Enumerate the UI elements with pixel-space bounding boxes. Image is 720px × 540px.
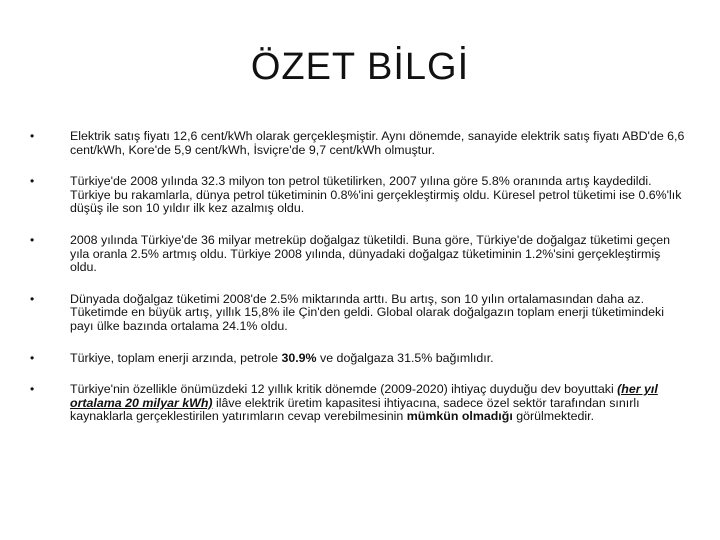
bullet-item-electricity-price xyxy=(30,130,690,157)
bullet-text-pre: Türkiye, toplam enerji arzında, petrole xyxy=(70,350,282,365)
bullet-text-post: görülmektedir. xyxy=(512,409,595,424)
bullet-item-oil-consumption xyxy=(30,175,690,216)
bullet-text-bold: 30.9% xyxy=(281,350,317,365)
bullet-icon: • xyxy=(30,291,35,306)
bullet-list xyxy=(30,130,690,442)
bullet-item-energy-dependency xyxy=(30,352,690,366)
bullet-text: 2008 yılında Türkiye'de 36 milyar metreküp doğalgaz tüketildi. Buna göre, Türkiye'de doğalgaz tüketimi geçen yıla oranla 2.5% artmış oldu. Türkiye 2008 yılında, dünyadaki doğalgaz tüketiminin 1.2%'sini gerçekleştirmiş oldu. xyxy=(70,232,671,275)
bullet-item-gas-turkey xyxy=(30,234,690,275)
bullet-text-pre: Türkiye'nin özellikle önümüzdeki 12 yıllık kritik dönemde (2009-2020) ihtiyaç duyduğu dev boyuttaki xyxy=(70,382,618,397)
bullet-icon: • xyxy=(30,232,35,247)
bullet-text: Türkiye'de 2008 yılında 32.3 milyon ton petrol tüketilirken, 2007 yılına göre 5.8% oranında artış kaydedildi. Türkiye bu rakamlarla, dünya petrol tüketiminin 0.8%'ini gerçekleştirmiş oldu. Küresel petrol tüketimi ise 0.6%'lık düşüş ile son 10 yıldır ilk kez azalmış oldu. xyxy=(70,174,682,216)
bullet-text-bold: mümkün olmadığı xyxy=(406,409,513,424)
bullet-icon: • xyxy=(30,174,35,189)
bullet-text: Dünyada doğalgaz tüketimi 2008'de 2.5% miktarında arttı. Bu artış, son 10 yılın ortalamasından daha az. Tüketimde en büyük artış, yıllık 15,8% ile Çin'den geldi. Global olarak doğalgazın toplam enerji tüketimindeki payı ülke bazında ortalama 24.1% oldu. xyxy=(70,291,664,333)
bullet-text xyxy=(70,383,690,424)
bullet-icon: • xyxy=(30,382,35,397)
bullet-text: Elektrik satış fiyatı 12,6 cent/kWh olarak gerçekleşmiştir. Aynı dönemde, sanayide elektrik satış fiyatı ABD'de 6,6 cent/kWh, Kore'de 5,9 cent/kWh, İsviçre'de 9,7 cent/kWh olmuştur. xyxy=(70,129,685,157)
bullet-text-mid: ilâve elektrik üretim kapasitesi ihtiyacına, sadece özel sektör tarafından sınırlı kaynaklarla gerçeklestirilen yatırımların cevap verebilmesinin xyxy=(70,395,640,424)
bullet-item-capacity-need xyxy=(30,383,690,424)
bullet-item-gas-world xyxy=(30,293,690,334)
bullet-icon: • xyxy=(30,129,35,143)
bullet-icon: • xyxy=(30,350,35,365)
bullet-text xyxy=(70,352,690,366)
bullet-text-emphasis: (her yıl ortalama 20 milyar kWh) xyxy=(70,382,658,410)
bullet-text-post: ve doğalgaza 31.5% bağımlıdır. xyxy=(316,350,494,365)
slide-title: ÖZET BİLGİ xyxy=(250,46,470,88)
